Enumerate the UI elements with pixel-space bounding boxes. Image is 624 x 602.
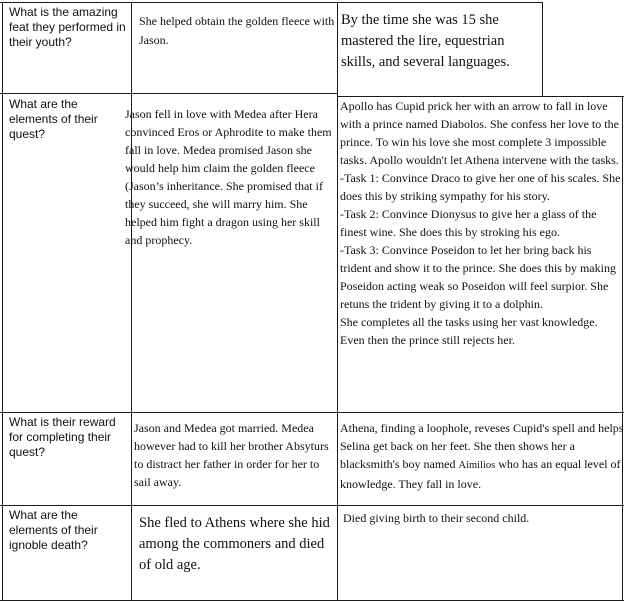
selina-quest-intro: Apollo has Cupid prick her with an arrow to fall in love with a prince named Diabolos. She confess her love to the prince. To win his love she most complete 3 impossible tasks. Apollo wouldn't let Athena intervene with the tasks. bbox=[340, 99, 619, 167]
medea-cell-reward: Jason and Medea got married. Medea however had to kill her brother Absyturs to distract her father in order for her to sail away. bbox=[134, 421, 329, 489]
column-divider-right-upper bbox=[542, 2, 543, 96]
table-border-left bbox=[2, 2, 3, 601]
selina-quest-task-3: -Task 3: Convince Poseidon to let her bring back his trident and show it to the prince. She does this by making Poseidon acting weak so Poseidon will feel surpior. She retuns the trident by giving it to a dolphin. bbox=[340, 243, 616, 311]
selina-reward-text-after: who has an equal level of knowledge. They fall in love. bbox=[340, 457, 621, 491]
selina-cell-reward bbox=[340, 419, 624, 493]
row-divider-1-left bbox=[0, 93, 337, 94]
table-border-top bbox=[0, 2, 542, 3]
column-divider-1 bbox=[131, 2, 132, 601]
row-divider-3 bbox=[0, 505, 624, 506]
selina-quest-task-1: -Task 1: Convince Draco to give her one of his scales. She does this by striking sympathy for his story. bbox=[340, 171, 621, 203]
medea-cell-death: She fled to Athens where she hid among the commoners and died of old age. bbox=[139, 515, 330, 573]
selina-reward-text-before: Athena, finding a loophole, reveses Cupid's spell and helps Selina get back on her feet. She then shows her a blacksmith's boy named bbox=[340, 421, 624, 471]
medea-cell-feat: She helped obtain the golden fleece with Jason. bbox=[139, 14, 335, 47]
question-cell-reward: What is their reward for completing their quest? bbox=[9, 415, 116, 459]
question-cell-quest: What are the elements of their quest? bbox=[9, 97, 98, 141]
selina-cell-quest bbox=[340, 97, 624, 349]
question-cell-death: What are the elements of their ignoble death? bbox=[9, 508, 98, 552]
question-cell-feat: What is the amazing feat they performed in their youth? bbox=[9, 5, 126, 49]
selina-quest-conclusion: She completes all the tasks using her vast knowledge. Even then the prince still rejects her. bbox=[340, 315, 598, 347]
selina-cell-death: Died giving birth to their second child. bbox=[343, 511, 530, 525]
row-divider-2 bbox=[0, 412, 624, 413]
column-divider-2 bbox=[337, 2, 338, 601]
table-border-bottom bbox=[0, 600, 624, 601]
selina-quest-task-2: -Task 2: Convince Dionysus to give her a glass of the finest wine. She does this by stroking his ego. bbox=[340, 207, 597, 239]
medea-cell-quest: Jason fell in love with Medea after Hera convinced Eros or Aphrodite to make them fall in love. Medea promised Jason she would help him claim the golden fleece (Jason’s inheritance. She promised that if they succeed, she will marry him. She helped him fight a dragon using her skill and prophecy. bbox=[125, 107, 332, 247]
selina-cell-feat: By the time she was 15 she mastered the lire, equestrian skills, and several languages. bbox=[341, 12, 510, 70]
selina-reward-name: Aimilios bbox=[458, 460, 496, 471]
